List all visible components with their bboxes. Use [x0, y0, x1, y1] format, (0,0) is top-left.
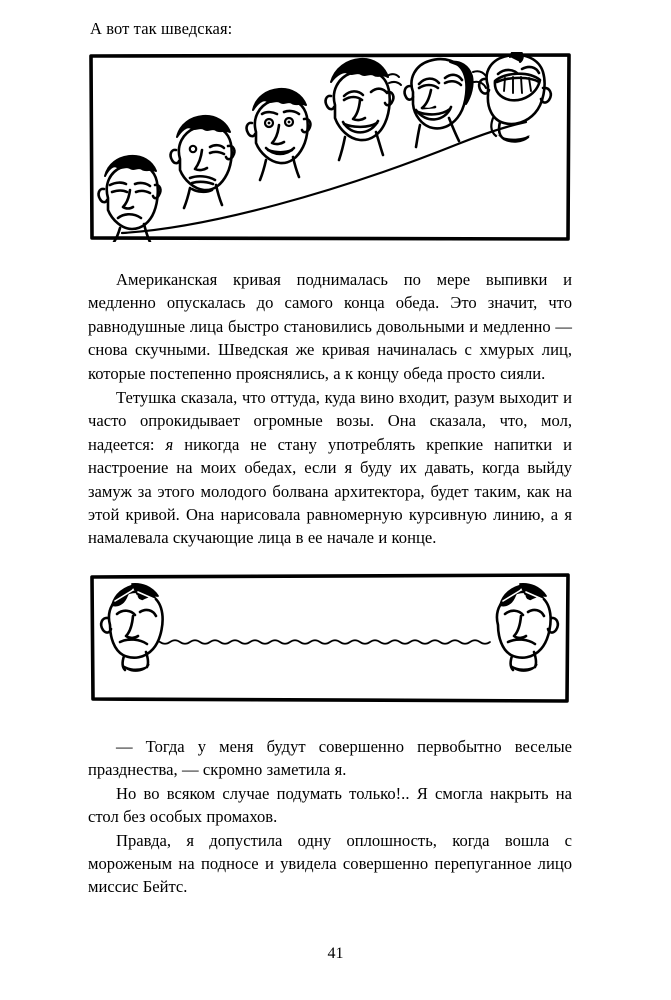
- paragraph-run: — Тогда у меня будут совершенно первобытно веселые празднества, — скромно заметила я.: [88, 736, 572, 780]
- body-paragraph: [88, 829, 572, 899]
- even-curve-drawing: [88, 572, 572, 705]
- paragraph-run: Американская кривая поднималась по мере выпивки и медленно опускалась до самого конца обеда. Это значит, что равнодушные лица быстро становились довольными и медленно — снова скучными. Шведская же кривая начиналась с хмурых лиц, которые постепенно прояснялись, а к концу обеда просто сияли.: [88, 270, 572, 383]
- body-paragraph: [88, 735, 572, 782]
- swedish-curve-drawing: [88, 52, 572, 242]
- paragraph-run-italic: я: [165, 434, 174, 454]
- even-curve-illustration: [88, 572, 572, 705]
- figure2-bottom-spacer: [88, 705, 572, 735]
- page-content: [88, 18, 572, 899]
- swedish-curve-illustration: [88, 52, 572, 242]
- page-number: 41: [327, 945, 344, 962]
- paragraph-run: Правда, я допустила одну оплошность, когда вошла с мороженым на подносе и увидела совершенно перепуганное лицо миссис Бейтс.: [88, 830, 572, 897]
- body-paragraph: [88, 386, 572, 550]
- paragraph-run: Но во всяком случае подумать только!.. Я смогла накрыть на стол без особых промахов.: [88, 783, 572, 827]
- figure-bottom-spacer: [88, 242, 572, 268]
- paragraph-run: Тетушка сказала, что оттуда, куда вино входит, разум выходит и часто опрокидывает огромные возы. Она сказала, что, мол, надеется:: [88, 388, 572, 454]
- lead-line: А вот так шведская:: [90, 19, 233, 38]
- body-paragraph: [88, 782, 572, 829]
- figure-top-spacer: [88, 550, 572, 572]
- body-paragraph: [88, 268, 572, 385]
- paragraph-run: никогда не стану употреблять крепкие напитки и настроение на моих обедах, если я буду их давать, когда выйду замуж за этого молодого болвана архитектора, будет таким, как на этой кривой. Она нарисовала равномерную курсивную линию, а я намалевала скучающие лица в ее начале и конце.: [88, 434, 572, 548]
